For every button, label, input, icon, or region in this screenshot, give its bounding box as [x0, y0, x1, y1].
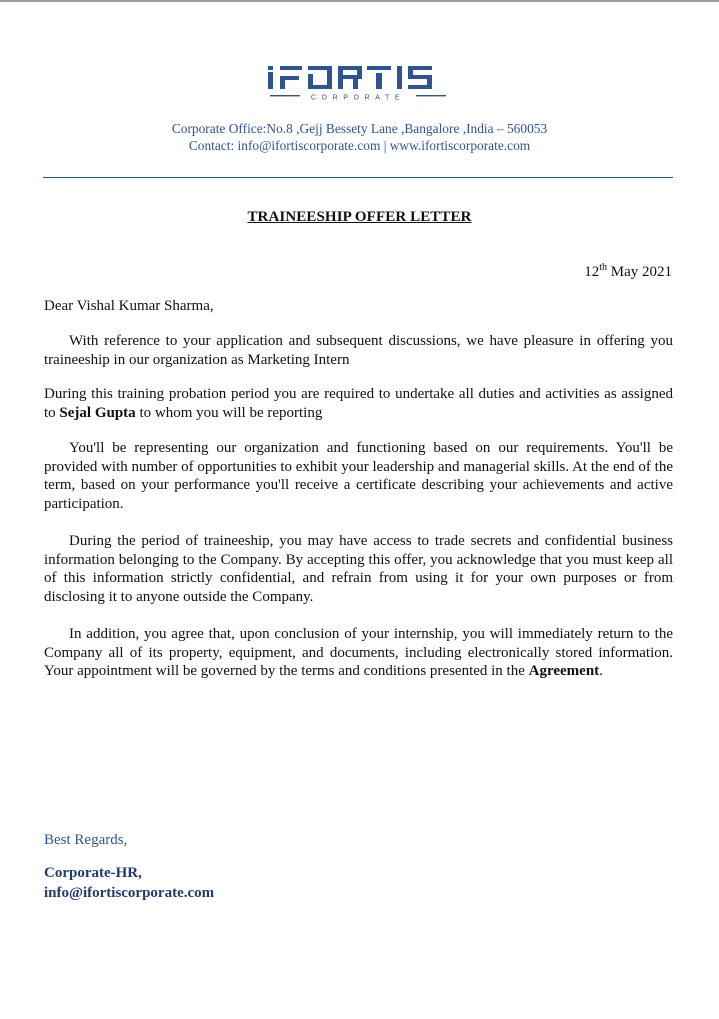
corporate-address: Corporate Office:No.8 ,Gejj Bessety Lane ,Bangalore ,India – 560053	[171, 121, 548, 136]
return-property-end: .	[599, 663, 603, 680]
logo-tagline: CORPORATE	[310, 94, 406, 102]
salutation: Dear Vishal Kumar Sharma,	[44, 298, 214, 314]
date-rest: May 2021	[607, 264, 672, 280]
date-day: 12	[584, 264, 600, 280]
paragraph-return-property	[44, 625, 673, 681]
company-logo	[264, 62, 454, 104]
paragraph-confidentiality: During the period of traineeship, you may have access to trade secrets and confidential business information belonging to the Company. By accepting this offer, you acknowledge that you must keep all of this information strictly confidential, and refrain from using it for your own purposes or from disclosing it to anyone outside the Company.	[44, 533, 673, 605]
letter-title: TRAINEESHIP OFFER LETTER	[247, 209, 472, 225]
ifortis-logo-icon	[264, 62, 454, 104]
letter-date	[584, 262, 672, 281]
header-divider	[43, 177, 673, 178]
date-suffix: th	[599, 262, 607, 273]
paragraph-representation: You'll be representing our organization and functioning based on our requirements. You'll be provided with number of opportunities to exhibit your leadership and managerial skills. At the end of the term, based on your performance you'll receive a certificate describing your achievements and active participation.	[44, 440, 673, 512]
contact-info: Contact: info@ifortiscorporate.com | www.ifortiscorporate.com	[188, 138, 531, 153]
agreement-term: Agreement	[528, 663, 600, 680]
signatory-name: Corporate-HR,	[44, 865, 142, 881]
signatory-email[interactable]: info@ifortiscorporate.com	[44, 885, 215, 901]
reporting-text: During this training probation period you are required to undertake all duties and activities as assigned to	[44, 386, 673, 421]
reporting-text-end: to whom you will be reporting	[135, 404, 323, 421]
supervisor-name: Sejal Gupta	[59, 404, 136, 421]
paragraph-reporting	[44, 385, 673, 422]
return-property-text: In addition, you agree that, upon conclusion of your internship, you will immediately return to the Company all of its property, equipment, and documents, including electronically stored information. Your appointment will be governed by the terms and conditions presented in the	[44, 626, 673, 680]
closing-regards: Best Regards,	[44, 832, 128, 848]
paragraph-offer: With reference to your application and subsequent discussions, we have pleasure in offering you traineeship in our organization as Marketing Intern	[44, 333, 673, 368]
